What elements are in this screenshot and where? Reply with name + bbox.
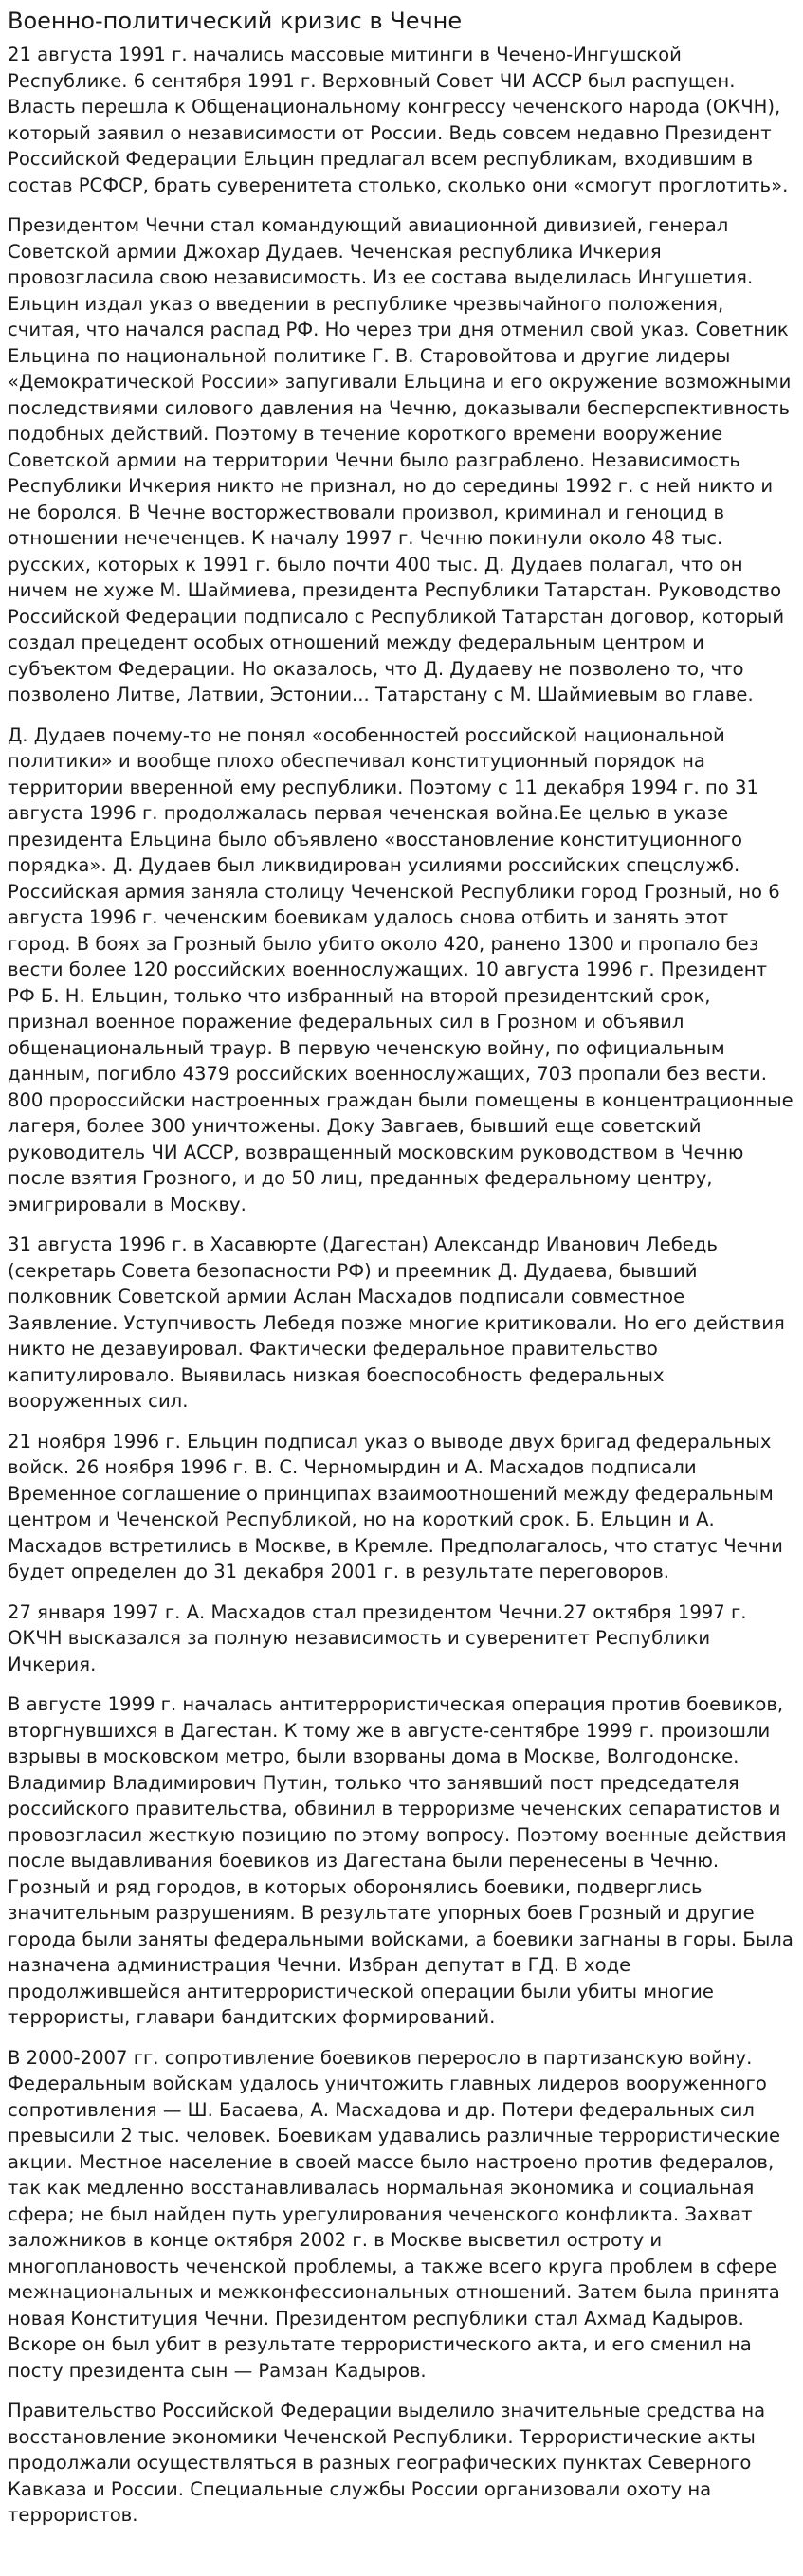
paragraph-8: В 2000-2007 гг. сопротивление боевиков переросло в партизанскую войну. Федеральным войскам удалось уничтожить главных лидеров вооруженного сопротивления — Ш. Басаева, А. Масхадова и др. Потери федеральных сил превысили 2 тыс. человек. Боевикам удавались различные террористические акции. Местное население в своей массе было настроено против федералов, так как медленно восстанавливалась нормальная экономика и социальная сфера; не был найден путь урегулирования чеченского конфликта. Захват заложников в конце октября 2002 г. в Москве высветил остроту и многоплановость чеченской проблемы, а также всего круга проблем в сфере межнациональных и межконфессиональных отношений. Затем была принята новая Конституция Чечни. Президентом республики стал Ахмад Кадыров. Вскоре он был убит в результате террористического акта, и его сменил на посту президента сын — Рамзан Кадыров. (8, 2046, 780, 2382)
paragraph-2: Президентом Чечни стал командующий авиационной дивизией, генерал Советской армии Джохар Дудаев. Чеченская республика Ичкерия провозгласила свою независимость. Из ее состава выделилась Ингушетия. Ельцин издал указ о введении в республике чрезвычайного положения, считая, что начался распад РФ. Но через три дня отменил свой указ. Советник Ельцина по национальной политике Г. В. Старовойтова и другие лидеры «Демократической России» запугивали Ельцина и его окружение возможными последствиями силового давления на Чечню, доказывали бесперспективность подобных действий. Поэтому в течение короткого времени вооружение Советской армии на территории Чечни было разграблено. Независимость Республики Ичкерия никто не признал, но до середины 1992 г. с ней никто и не боролся. В Чечне восторжествовали произвол, криминал и геноцид в отношении нечеченцев. К началу 1997 г. Чечню покинули около 48 тыс. русских, которых к 1991 г. было почти 400 тыс. Д. Дудаев полагал, что он ничем не хуже М. Шаймиева, президента Республики Татарстан. Руководство Российской Федерации подписало с Республикой Татарстан договор, который создал прецедент особых отношений между федеральным центром и субъектом Федерации. Но оказалось, что Д. Дудаеву не позволено то, что позволено Литве, Латвии, Эстонии... Татарстану с М. Шаймиевым во главе. (8, 214, 792, 705)
paragraph-6: 27 января 1997 г. А. Масхадов стал президентом Чечни.27 октября 1997 г. ОКЧН высказался за полную независимость и суверенитет Республики Ичкерия. (8, 1600, 747, 1675)
paragraph-3: Д. Дудаев почему-то не понял «особенностей российской национальной политики» и вообще плохо обеспечивал конституционный порядок на территории вверенной ему республики. Поэтому с 11 декабря 1994 г. по 31 августа 1996 г. продолжалась первая чеченская война.Ее целью в указе президента Ельцина было объявлено «восстановление конституционного порядка». Д. Дудаев был ликвидирован усилиями российских спецслужб. Российская армия заняла столицу Чеченской Республики город Грозный, но 6 августа 1996 г. чеченским боевикам удалось снова отбить и занять этот город. В боях за Грозный было убито около 420, ранено 1300 и пропало без вести более 120 российских военнослужащих. 10 августа 1996 г. Президент РФ Б. Н. Ельцин, только что избранный на второй президентский срок, признал военное поражение федеральных сил в Грозном и объявил общенациональный траур. В первую чеченскую войну, по официальным данным, погибло 4379 российских военнослужащих, 703 пропали без вести. 800 пророссийски настроенных граждан были помещены в концентрационные лагеря, более 300 уничтожены. Доку Завгаев, бывший еще советский руководитель ЧИ АССР, возвращенный московским руководством в Чечню после взятия Грозного, и до 50 лиц, преданных федеральному центру, эмигрировали в Москву. (8, 723, 794, 1215)
paragraph-9: Правительство Российской Федерации выделило значительные средства на восстановление экономики Чеченской Республики. Террористические акты продолжали осуществляться в разных географических пунктах Северного Кавказа и России. Специальные службы России организовали охоту на террористов. (8, 2400, 766, 2526)
paragraph-1: 21 августа 1991 г. начались массовые митинги в Чечено-Ингушской Республике. 6 сентября 1991 г. Верховный Совет ЧИ АССР был распущен. Власть перешла к Общенациональному конгрессу чеченского народа (ОКЧН), который заявил о независимости от России. Ведь совсем недавно Президент Российской Федерации Ельцин предлагал всем республикам, входившим в состав РСФСР, брать суверенитета столько, сколько они «смогут проглотить». (8, 44, 789, 196)
paragraph-5: 21 ноября 1996 г. Ельцин подписал указ о выводе двух бригад федеральных войск. 26 ноября 1996 г. В. С. Черномырдин и А. Масхадов подписали Временное соглашение о принципах взаимоотношений между федеральным центром и Чеченской Республикой, но на короткий срок. Б. Ельцин и А. Масхадов встретились в Москве, в Кремле. Предполагалось, что статус Чечни будет определен до 31 декабря 2001 г. в результате переговоров. (8, 1430, 783, 1582)
paragraph-4: 31 августа 1996 г. в Хасавюрте (Дагестан) Александр Иванович Лебедь (секретарь Совета безопасности РФ) и преемник Д. Дудаева, бывший полковник Советской армии Аслан Масхадов подписали совместное Заявление. Уступчивость Лебедя позже многие критиковали. Но его действия никто не дезавуировал. Фактически федеральное правительство капитулировало. Выявилась низкая боеспособность федеральных вооруженных сил. (8, 1233, 785, 1412)
article-body (8, 42, 795, 2529)
page-title: Военно-политический кризис в Чечне (8, 8, 463, 34)
paragraph-7: В августе 1999 г. началась антитеррористическая операция против боевиков, вторгнувшихся в Дагестан. К тому же в августе-сентябре 1999 г. произошли взрывы в московском метро, были взорваны дома в Москве, Волгодонске. Владимир Владимирович Путин, только что занявший пост председателя российского правительства, обвинил в терроризме чеченских сепаратистов и провозгласил жесткую позицию по этому вопросу. Поэтому военные действия после выдавливания боевиков из Дагестана были перенесены в Чечню. Грозный и ряд городов, в которых оборонялись боевики, подверглись значительным разрушениям. В результате упорных боев Грозный и другие города были заняты федеральными войсками, а боевики загнаны в горы. Была назначена администрация Чечни. Избран депутат в ГД. В ходе продолжившейся антитеррористической операции были убиты многие террористы, главари бандитских формирований. (8, 1693, 794, 2028)
